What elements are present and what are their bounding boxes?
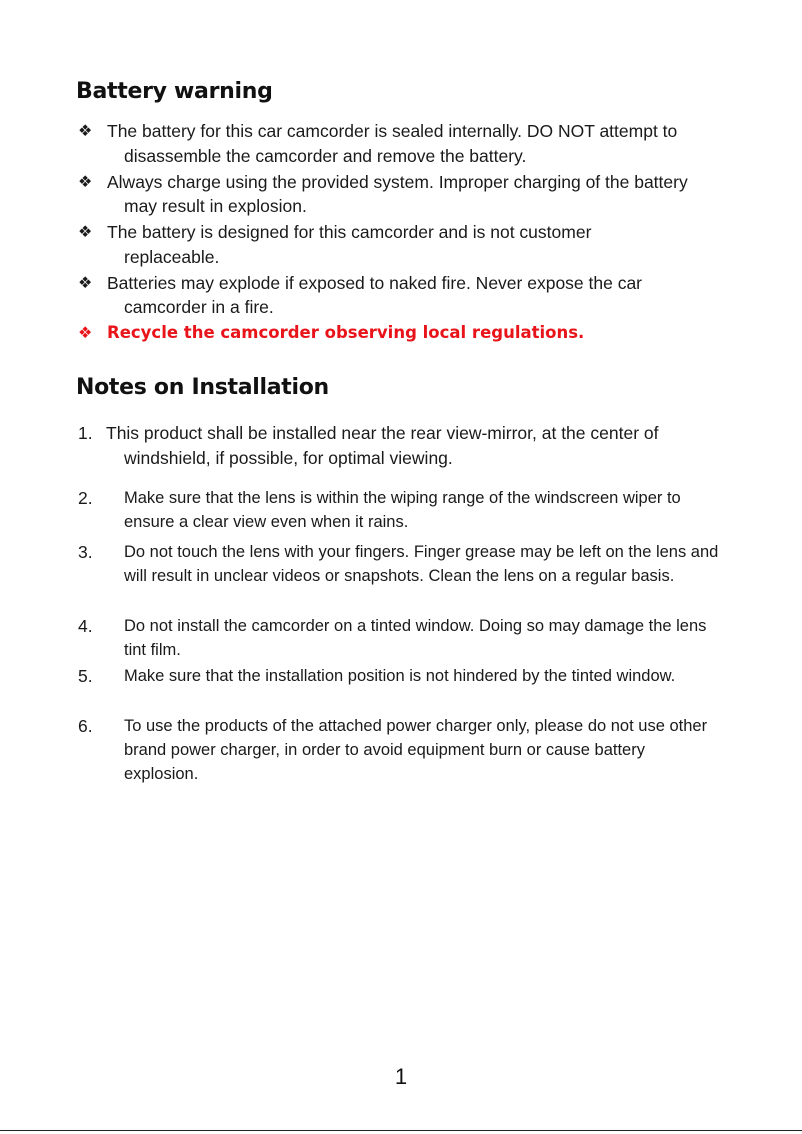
battery-warning-text: Always charge using the provided system. Improper charging of the battery may result in explosion. <box>107 171 688 216</box>
page-number: 1 <box>394 1064 408 1089</box>
installation-step <box>78 714 718 786</box>
step-number: 3. <box>78 542 93 562</box>
installation-step <box>78 486 698 534</box>
battery-warning-text: Recycle the camcorder observing local regulations. <box>107 323 585 342</box>
diamond-bullet-icon: ❖ <box>78 272 93 292</box>
step-number: 2. <box>78 488 93 508</box>
battery-warning-item <box>78 170 724 219</box>
battery-warning-list <box>78 119 758 347</box>
diamond-bullet-icon: ❖ <box>78 171 93 191</box>
step-number: 1. <box>78 423 93 443</box>
installation-step <box>78 614 728 662</box>
battery-warning-text: The battery is designed for this camcorder and is not customer replaceable. <box>107 222 592 267</box>
battery-warning-item <box>78 119 724 168</box>
step-text: Do not touch the lens with your fingers. Finger grease may be left on the lens and will result in unclear videos or snapshots. Clean the lens on a regular basis. <box>124 543 719 585</box>
installation-step <box>78 421 668 470</box>
step-text: Make sure that the installation position is not hindered by the tinted window. <box>124 667 676 685</box>
installation-notes-heading: Notes on Installation <box>76 375 329 400</box>
battery-warning-text: The battery for this car camcorder is sealed internally. DO NOT attempt to disassemble the camcorder and remove the battery. <box>107 121 678 166</box>
step-text: Make sure that the lens is within the wiping range of the windscreen wiper to ensure a clear view even when it rains. <box>124 489 681 531</box>
step-number: 6. <box>78 716 93 736</box>
step-text: To use the products of the attached power charger only, please do not use other brand power charger, in order to avoid equipment burn or cause battery explosion. <box>124 717 708 783</box>
footer-divider <box>0 1130 802 1131</box>
installation-step <box>78 664 698 688</box>
battery-warning-text: Batteries may explode if exposed to naked fire. Never expose the car camcorder in a fire. <box>107 272 643 317</box>
step-text: Do not install the camcorder on a tinted window. Doing so may damage the lens tint film. <box>124 617 707 659</box>
step-number: 4. <box>78 616 93 636</box>
battery-recycle-warning <box>78 321 764 346</box>
step-text: This product shall be installed near the rear view-mirror, at the center of windshield, if possible, for optimal viewing. <box>106 423 659 468</box>
battery-warning-item <box>78 220 684 269</box>
step-number: 5. <box>78 666 93 686</box>
installation-step <box>78 540 738 588</box>
battery-warning-item <box>78 271 714 320</box>
diamond-bullet-icon: ❖ <box>78 121 93 140</box>
diamond-bullet-icon: ❖ <box>78 323 93 342</box>
diamond-bullet-icon: ❖ <box>78 222 93 241</box>
battery-warning-heading: Battery warning <box>76 79 273 104</box>
